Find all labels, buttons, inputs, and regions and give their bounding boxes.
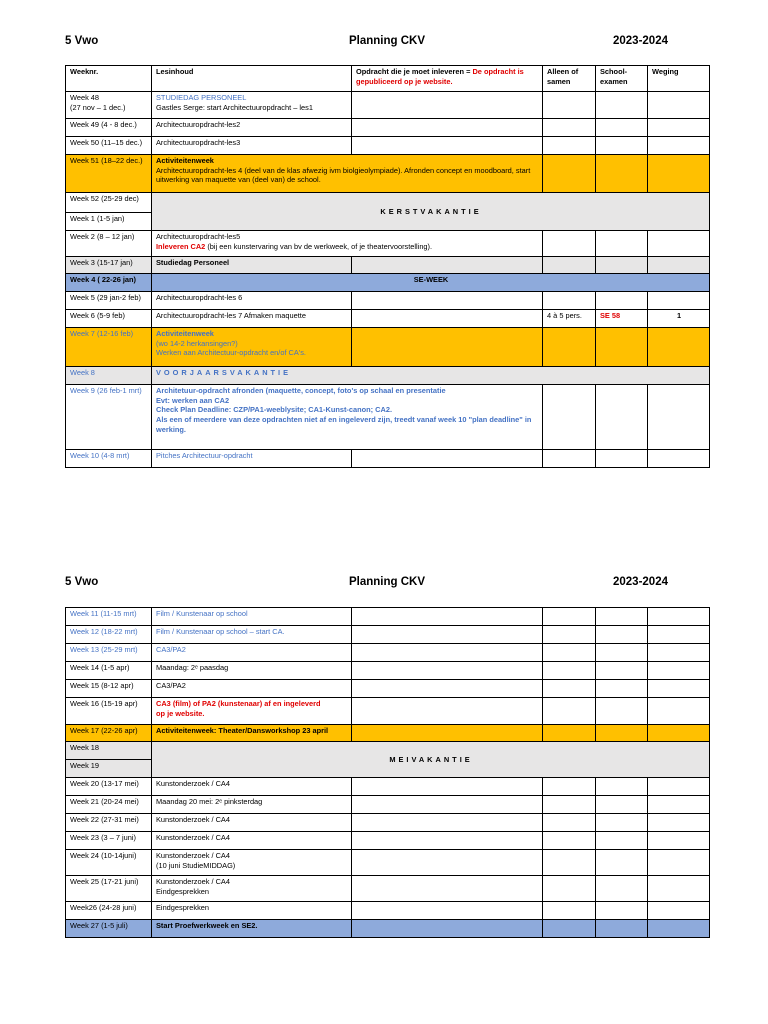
content-cell: Pitches Architectuur-opdracht xyxy=(152,450,352,468)
week-cell: Week 49 (4 - 8 dec.) xyxy=(66,119,152,137)
may-break: MEIVAKANTIE xyxy=(152,742,710,778)
table-row xyxy=(66,450,710,468)
content-cell: Kunstonderzoek / CA4 xyxy=(152,778,352,796)
content-cell: STUDIEDAG PERSONEEL Gastles Serge: start Architectuuropdracht – les1 xyxy=(152,92,352,119)
table-row xyxy=(66,257,710,274)
week-cell: Week 24 (10-14juni) xyxy=(66,850,152,876)
content-cell: Kunstonderzoek / CA4 xyxy=(152,814,352,832)
table-row xyxy=(66,832,710,850)
week-cell: Week 48 (27 nov – 1 dec.) xyxy=(66,92,152,119)
content-cell: Architectuuropdracht-les3 xyxy=(152,137,352,155)
week-cell: Week 20 (13-17 mei) xyxy=(66,778,152,796)
alone-cell: 4 à 5 pers. xyxy=(543,310,596,328)
week-cell: Week 13 (25-29 mrt) xyxy=(66,644,152,662)
col-alone: Alleen of samen xyxy=(543,66,596,92)
week-cell: Week 23 (3 – 7 juni) xyxy=(66,832,152,850)
table-row xyxy=(66,876,710,902)
week-cell: Week 8 xyxy=(66,367,152,385)
page-title: Planning CKV xyxy=(349,35,426,47)
table-row xyxy=(66,274,710,292)
col-assignment: Opdracht die je moet inleveren = De opdracht is gepubliceerd op je website. xyxy=(352,66,543,92)
table-row xyxy=(66,644,710,662)
content-cell: Activiteitenweek: Theater/Dansworkshop 23 april xyxy=(152,725,352,742)
table-row xyxy=(66,902,710,920)
week-cell: Week 21 (20-24 mei) xyxy=(66,796,152,814)
page-title: Planning CKV xyxy=(349,576,426,588)
planning-table-2 xyxy=(65,607,710,938)
content-cell: Film / Kunstenaar op school – start CA. xyxy=(152,626,352,644)
christmas-break: KERSTVAKANTIE xyxy=(152,193,710,231)
week-cell: Week 52 (25-29 dec) xyxy=(66,193,152,213)
table-row xyxy=(66,680,710,698)
spring-break: VOORJAARSVAKANTIE xyxy=(152,367,710,385)
table-row xyxy=(66,119,710,137)
se-week: SE-WEEK xyxy=(152,274,710,292)
content-cell: Maandag 20 mei: 2ᵉ pinksterdag xyxy=(152,796,352,814)
class-label: 5 Vwo xyxy=(65,576,99,588)
table-row xyxy=(66,698,710,725)
week-cell: Week 19 xyxy=(66,760,152,778)
content-cell: Architectuuropdracht-les 6 xyxy=(152,292,352,310)
table-row xyxy=(66,292,710,310)
week-cell: Week 11 (11-15 mrt) xyxy=(66,608,152,626)
week-cell: Week 27 (1-5 juli) xyxy=(66,920,152,938)
content-cell: Kunstonderzoek / CA4 (10 juni StudieMIDDAG) xyxy=(152,850,352,876)
week-cell: Week 6 (5-9 feb) xyxy=(66,310,152,328)
week-cell: Week 17 (22-26 apr) xyxy=(66,725,152,742)
content-cell: Film / Kunstenaar op school xyxy=(152,608,352,626)
col-weight: Weging xyxy=(648,66,710,92)
week-cell: Week 25 (17-21 juni) xyxy=(66,876,152,902)
week-cell: Week 4 ( 22-26 jan) xyxy=(66,274,152,292)
table-row xyxy=(66,796,710,814)
table-row xyxy=(66,814,710,832)
week-cell: Week 15 (8-12 apr) xyxy=(66,680,152,698)
table-row xyxy=(66,193,710,213)
content-cell: CA3/PA2 xyxy=(152,644,352,662)
table-row xyxy=(66,662,710,680)
week-cell: Week 22 (27-31 mei) xyxy=(66,814,152,832)
content-cell: CA3 (film) of PA2 (kunstenaar) af en ingeleverd op je website. xyxy=(152,698,352,725)
table-header-row xyxy=(66,66,710,92)
table-row xyxy=(66,920,710,938)
col-content: Lesinhoud xyxy=(152,66,352,92)
table-row xyxy=(66,742,710,760)
exam-cell: SE 58 xyxy=(596,310,648,328)
week-cell: Week 18 xyxy=(66,742,152,760)
school-year: 2023-2024 xyxy=(613,576,668,588)
table-row xyxy=(66,626,710,644)
week-cell: Week 9 (26 feb-1 mrt) xyxy=(66,385,152,450)
table-row xyxy=(66,850,710,876)
table-row xyxy=(66,608,710,626)
content-cell: Start Proefwerkweek en SE2. xyxy=(152,920,352,938)
table-row xyxy=(66,367,710,385)
content-cell: Kunstonderzoek / CA4 xyxy=(152,832,352,850)
week-cell: Week 2 (8 – 12 jan) xyxy=(66,231,152,257)
table-row xyxy=(66,778,710,796)
week-cell: Week 14 (1-5 apr) xyxy=(66,662,152,680)
content-cell: Architectuuropdracht-les2 xyxy=(152,119,352,137)
table-row xyxy=(66,92,710,119)
class-label: 5 Vwo xyxy=(65,35,99,47)
week-cell: Week 3 (15-17 jan) xyxy=(66,257,152,274)
table-row xyxy=(66,385,710,450)
page2-header xyxy=(65,576,705,592)
content-cell: Maandag: 2ᵉ paasdag xyxy=(152,662,352,680)
week-cell: Week 50 (11–15 dec.) xyxy=(66,137,152,155)
school-year: 2023-2024 xyxy=(613,35,668,47)
table-row xyxy=(66,328,710,367)
week-cell: Week 51 (18–22 dec.) xyxy=(66,155,152,193)
page1-header xyxy=(65,35,705,51)
week-cell: Week26 (24-28 juni) xyxy=(66,902,152,920)
week-cell: Week 16 (15-19 apr) xyxy=(66,698,152,725)
week-cell: Week 5 (29 jan-2 feb) xyxy=(66,292,152,310)
content-cell: Architetuur-opdracht afronden (maquette, concept, foto's op schaal en presentatie Evt: werken aan CA2 Check Plan Deadline: CZP/PA1-weeblysite; CA1-Kunst-canon; CA2. Als een of meerdere van deze opdrachten niet af en ingeleverd zijn, treedt vanaf week 10 "plan deadline" in werking. xyxy=(152,385,543,450)
week-cell: Week 10 (4-8 mrt) xyxy=(66,450,152,468)
content-cell: Architectuuropdracht-les5 Inleveren CA2 (bij een kunstervaring van bv de werkweek, of je theatervoorstelling). xyxy=(152,231,543,257)
table-row xyxy=(66,155,710,193)
content-cell: CA3/PA2 xyxy=(152,680,352,698)
content-cell: Activiteitenweek Architectuuropdracht-les 4 (deel van de klas afwezig ivm biolgieolympiade). Afronden concept en moodboard, start uitwerking van maquette van (deel van) de school. xyxy=(152,155,543,193)
content-cell: Activiteitenweek (wo 14-2 herkansingen?) Werken aan Architectuur-opdracht en/of CA's. xyxy=(152,328,352,367)
table-row xyxy=(66,310,710,328)
week-cell: Week 12 (18-22 mrt) xyxy=(66,626,152,644)
col-exam: School-examen xyxy=(596,66,648,92)
week-cell: Week 7 (12-16 feb) xyxy=(66,328,152,367)
content-cell: Eindgesprekken xyxy=(152,902,352,920)
content-cell: Architectuuropdracht-les 7 Afmaken maquette xyxy=(152,310,352,328)
table-row xyxy=(66,137,710,155)
weight-cell: 1 xyxy=(648,310,710,328)
week-cell: Week 1 (1-5 jan) xyxy=(66,213,152,231)
table-row xyxy=(66,231,710,257)
table-row xyxy=(66,725,710,742)
content-cell: Kunstonderzoek / CA4 Eindgesprekken xyxy=(152,876,352,902)
planning-table-1 xyxy=(65,65,710,468)
content-cell: Studiedag Personeel xyxy=(152,257,352,274)
col-week: Weeknr. xyxy=(66,66,152,92)
